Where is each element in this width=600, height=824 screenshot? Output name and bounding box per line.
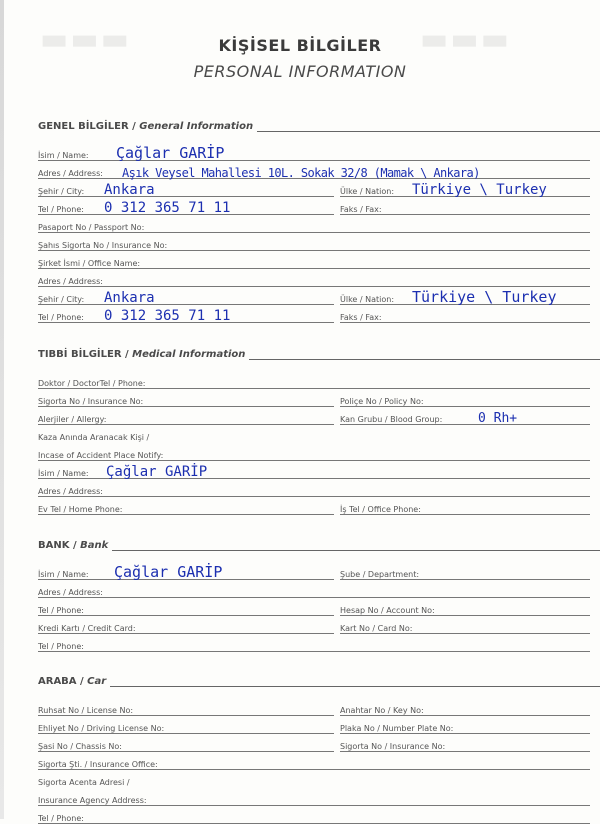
field-office-name[interactable]: [38, 255, 590, 269]
field-label: Tel / Phone:: [38, 814, 84, 823]
field-office-phone[interactable]: [38, 309, 334, 323]
field-line: [38, 286, 590, 287]
field-chassis-no[interactable]: [38, 738, 334, 752]
field-label: Pasaport No / Passport No:: [38, 223, 145, 232]
field-label: İsim / Name:: [38, 570, 89, 579]
field-label: Hesap No / Account No:: [340, 606, 435, 615]
field-line: [38, 597, 590, 598]
field-office-city[interactable]: [38, 291, 334, 305]
field-label: Tel / Phone:: [38, 313, 84, 322]
field-line: [38, 196, 334, 197]
field-line: [38, 250, 590, 251]
handwritten-value: Aşık Veysel Mahallesi 10L. Sokak 32/8 (Mamak \ Ankara): [122, 166, 480, 180]
section-general: [38, 121, 600, 135]
field-line: [38, 651, 590, 652]
field-passport[interactable]: [38, 219, 590, 233]
field-label: Şehir / City:: [38, 295, 85, 304]
field-office-address[interactable]: [38, 273, 590, 287]
field-credit-card[interactable]: [38, 620, 334, 634]
field-bank-phone-2[interactable]: [38, 638, 590, 652]
field-line: [340, 751, 590, 752]
field-emergency-address[interactable]: [38, 483, 590, 497]
field-label: Şahıs Sigorta No / Insurance No:: [38, 241, 168, 250]
field-bank-address[interactable]: [38, 584, 590, 598]
field-label: Şirket İsmi / Office Name:: [38, 259, 141, 268]
field-line: [340, 214, 590, 215]
field-label: İsim / Name:: [38, 469, 89, 478]
field-label: Kart No / Card No:: [340, 624, 413, 633]
field-line: [38, 733, 334, 734]
field-doctor[interactable]: [38, 375, 590, 389]
handwritten-value: Türkiye \ Turkey: [412, 288, 557, 306]
handwritten-value: Çağlar GARİP: [116, 144, 225, 162]
field-label: Poliçe No / Policy No:: [340, 397, 424, 406]
field-bank-name[interactable]: [38, 563, 334, 581]
field-line: [38, 406, 334, 407]
field-license[interactable]: [38, 702, 334, 716]
field-label: Ruhsat No / License No:: [38, 706, 134, 715]
field-line: [38, 514, 334, 515]
field-line: [38, 496, 590, 497]
field-line: [38, 460, 590, 461]
field-label: Adres / Address:: [38, 277, 103, 286]
field-label: Ülke / Nation:: [340, 295, 395, 304]
field-label: Kaza Anında Aranacak Kişi /: [38, 433, 150, 442]
field-blood-group[interactable]: [340, 411, 590, 425]
section-bank: [38, 540, 600, 554]
field-car-phone[interactable]: [38, 810, 590, 824]
field-office-phone-medical[interactable]: [340, 501, 590, 515]
handwritten-value: 0 Rh+: [478, 411, 518, 426]
field-label: Ev Tel / Home Phone:: [38, 505, 123, 514]
field-fax[interactable]: [340, 201, 590, 215]
field-line: [340, 733, 590, 734]
field-label: Sigorta No / Insurance No:: [38, 397, 144, 406]
field-line: [38, 388, 590, 389]
emergency-heading-line1: [38, 429, 590, 443]
field-country[interactable]: [340, 183, 590, 197]
field-office-country[interactable]: [340, 288, 590, 306]
section-rule: [38, 686, 600, 687]
field-car-insurance-no[interactable]: [340, 738, 590, 752]
field-label: Insurance Agency Address:: [38, 796, 147, 805]
field-line: [340, 633, 590, 634]
field-label: Faks / Fax:: [340, 313, 382, 322]
section-heading: GENEL BİLGİLER / General Information: [38, 121, 257, 132]
field-label: İş Tel / Office Phone:: [340, 505, 421, 514]
field-line: [38, 232, 590, 233]
field-phone[interactable]: [38, 201, 334, 215]
bleed-through-mark-left: ▬▬▬: [40, 22, 132, 57]
field-plate-no[interactable]: [340, 720, 590, 734]
field-label: Alerjiler / Allergy:: [38, 415, 107, 424]
field-home-phone[interactable]: [38, 501, 334, 515]
field-line: [38, 715, 334, 716]
field-line: [38, 805, 590, 806]
field-label: Şube / Department:: [340, 570, 420, 579]
handwritten-value: Ankara: [104, 182, 155, 198]
handwritten-value: 0 312 365 71 11: [104, 200, 231, 216]
field-line: [38, 304, 334, 305]
section-rule: [38, 550, 600, 551]
handwritten-value: Çağlar GARİP: [114, 563, 223, 581]
field-label: Doktor / DoctorTel / Phone:: [38, 379, 146, 388]
field-city[interactable]: [38, 183, 334, 197]
field-label: Adres / Address:: [38, 487, 103, 496]
field-line: [340, 424, 590, 425]
section-heading: TIBBİ BİLGİLER / Medical Information: [38, 349, 249, 360]
field-label: İsim / Name:: [38, 151, 89, 160]
section-medical: [38, 349, 600, 363]
field-driving-license[interactable]: [38, 720, 334, 734]
field-line: [38, 769, 590, 770]
field-label: Sigorta Şti. / Insurance Office:: [38, 760, 158, 769]
field-line: [340, 579, 590, 580]
field-label: Incase of Accident Place Notify:: [38, 451, 164, 460]
handwritten-value: Ankara: [104, 290, 155, 306]
section-car: [38, 676, 600, 690]
field-line: [340, 322, 590, 323]
field-line: [38, 615, 334, 616]
field-label: Kredi Kartı / Credit Card:: [38, 624, 136, 633]
field-line: [38, 633, 334, 634]
field-label: Sigorta Acenta Adresi /: [38, 778, 130, 787]
field-label: Şasi No / Chassis No:: [38, 742, 122, 751]
field-line: [340, 615, 590, 616]
section-heading: BANK / Bank: [38, 540, 112, 551]
field-line: [340, 715, 590, 716]
field-label: Şehir / City:: [38, 187, 85, 196]
field-label: Sigorta No / Insurance No:: [340, 742, 446, 751]
field-line: [38, 268, 590, 269]
field-line: [38, 751, 334, 752]
field-office-fax[interactable]: [340, 309, 590, 323]
section-heading: ARABA / Car: [38, 676, 110, 687]
field-label: Tel / Phone:: [38, 205, 84, 214]
field-label: Tel / Phone:: [38, 642, 84, 651]
handwritten-value: Türkiye \ Turkey: [412, 182, 547, 198]
bleed-through-mark-right: ▬▬▬: [420, 22, 512, 57]
field-personal-insurance[interactable]: [38, 237, 590, 251]
field-label: Kan Grubu / Blood Group:: [340, 415, 443, 424]
field-line: [340, 406, 590, 407]
field-bank-phone[interactable]: [38, 602, 334, 616]
field-emergency-notify[interactable]: [38, 447, 590, 461]
field-label: Anahtar No / Key No:: [340, 706, 424, 715]
field-label: Ehliyet No / Driving License No:: [38, 724, 165, 733]
field-label: Plaka No / Number Plate No:: [340, 724, 454, 733]
field-allergy[interactable]: [38, 411, 334, 425]
field-emergency-name[interactable]: [38, 465, 590, 479]
field-label: Adres / Address:: [38, 169, 103, 178]
field-label: Tel / Phone:: [38, 606, 84, 615]
field-address[interactable]: [38, 165, 590, 179]
field-label: Ülke / Nation:: [340, 187, 395, 196]
field-name[interactable]: [38, 144, 590, 162]
agency-heading-line1: [38, 774, 590, 788]
field-line: [38, 424, 334, 425]
page-title: KİŞİSEL BİLGİLER: [218, 36, 382, 55]
field-insurance-office[interactable]: [38, 756, 590, 770]
handwritten-value: Çağlar GARİP: [106, 464, 208, 480]
field-label: Faks / Fax:: [340, 205, 382, 214]
field-label: Adres / Address:: [38, 588, 103, 597]
field-agency-address[interactable]: [38, 792, 590, 806]
page-subtitle: PERSONAL INFORMATION: [193, 62, 407, 81]
field-key-no[interactable]: [340, 702, 590, 716]
page-left-edge: [0, 0, 4, 819]
field-policy[interactable]: [340, 393, 590, 407]
field-card-no[interactable]: [340, 620, 590, 634]
field-branch[interactable]: [340, 566, 590, 580]
field-medical-insurance[interactable]: [38, 393, 334, 407]
handwritten-value: 0 312 365 71 11: [104, 308, 231, 324]
field-line: [340, 514, 590, 515]
field-account-no[interactable]: [340, 602, 590, 616]
